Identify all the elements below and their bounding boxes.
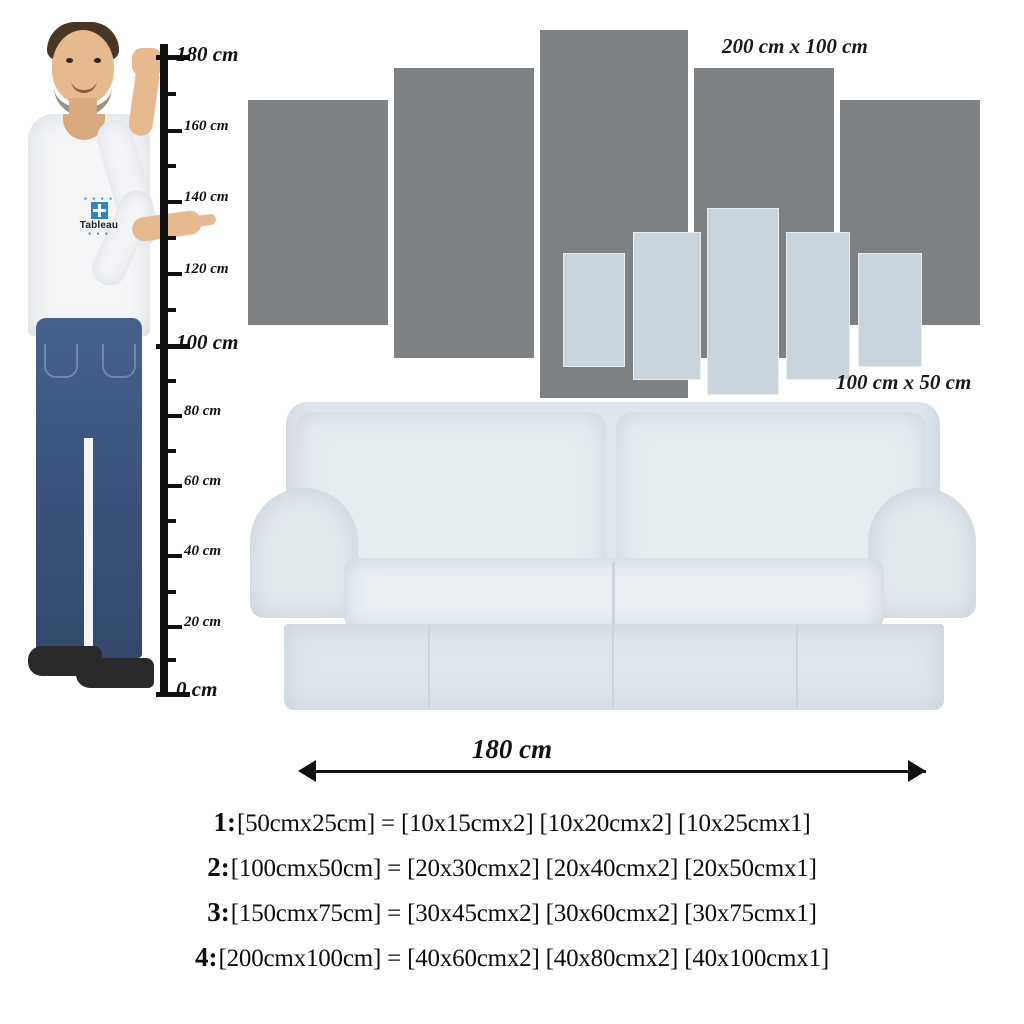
ruler-tick-minor-8 [160, 590, 176, 594]
sofa-arm-right [868, 488, 976, 618]
small-set-dimension-label: 100 cm x 50 cm [836, 370, 972, 394]
logo-dots-bottom: ● ● ● [88, 231, 110, 237]
ruler-tick-minor-5 [160, 379, 176, 383]
measuring-ruler [160, 44, 168, 696]
size-row-3-index: 3: [207, 897, 230, 927]
size-row-1 [0, 800, 1024, 845]
size-row-3-text: [150cmx75cm] = [30x45cmx2] [30x60cmx2] [30x75cmx1] [230, 900, 817, 927]
jeans [36, 318, 142, 658]
ruler-tick-40 [160, 554, 182, 558]
sofa-seat-divider [612, 562, 615, 626]
ruler-label-100: 100 cm [176, 330, 239, 354]
size-breakdown-list [0, 800, 1024, 980]
ruler-label-120: 120 cm [184, 261, 229, 277]
sofa-skirt-fold-3 [796, 626, 798, 708]
ruler-tick-minor-7 [160, 519, 176, 523]
panel-1 [248, 100, 388, 325]
brand-name: Tableau [79, 220, 119, 231]
ruler-label-40: 40 cm [184, 543, 222, 559]
ruler-label-80: 80 cm [184, 403, 222, 419]
tableau-logo [68, 196, 130, 237]
small-panel-4 [786, 232, 850, 380]
hand-raised [132, 48, 162, 76]
ruler-tick-minor-2 [160, 164, 176, 168]
ruler-label-160: 160 cm [184, 118, 229, 134]
ruler-label-0: 0 cm [176, 677, 218, 701]
small-panel-2 [633, 232, 701, 380]
size-row-2-index: 2: [207, 852, 230, 882]
tableau-mark-icon [91, 202, 108, 219]
ruler-tick-minor-3 [160, 236, 176, 240]
ruler-tick-120 [160, 272, 182, 276]
pocket-left [44, 344, 78, 378]
size-row-4-text: [200cmx100cm] = [40x60cmx2] [40x80cmx2] [40x100cmx1] [218, 945, 829, 972]
ruler-label-20: 20 cm [184, 614, 222, 630]
ruler-tick-minor-1 [160, 92, 176, 96]
person-illustration [14, 18, 174, 708]
size-row-2 [0, 845, 1024, 890]
large-set-dimension-label: 200 cm x 100 cm [722, 34, 868, 58]
ruler-tick-80 [160, 414, 182, 418]
ruler-tick-160 [160, 129, 182, 133]
ruler-tick-minor-4 [160, 308, 176, 312]
small-panel-1 [563, 253, 625, 367]
eye-right [94, 58, 101, 63]
ruler-label-140: 140 cm [184, 189, 229, 205]
size-row-1-index: 1: [213, 807, 236, 837]
arrow-head-right-icon [908, 760, 926, 782]
sofa-width-label: 180 cm [471, 734, 553, 764]
shoe-right [76, 658, 154, 688]
sofa-skirt-fold-1 [428, 626, 430, 708]
panel-2 [394, 68, 534, 358]
ruler-tick-minor-6 [160, 449, 176, 453]
sofa-skirt [284, 624, 944, 710]
logo-dots-top: ● ● ● ● [83, 196, 115, 202]
size-row-2-text: [100cmx50cm] = [20x30cmx2] [20x40cmx2] [20x50cmx1] [230, 855, 817, 882]
size-row-3 [0, 890, 1024, 935]
ruler-tick-20 [160, 625, 182, 629]
sofa-illustration [248, 396, 978, 726]
ruler-tick-60 [160, 484, 182, 488]
size-row-1-text: [50cmx25cm] = [10x15cmx2] [10x20cmx2] [10x25cmx1] [236, 810, 811, 837]
pocket-right [102, 344, 136, 378]
ruler-tick-140 [160, 200, 182, 204]
small-panel-3 [707, 208, 779, 395]
sofa-arm-left [250, 488, 358, 618]
size-row-4-index: 4: [194, 942, 218, 972]
ruler-label-60: 60 cm [184, 473, 222, 489]
small-panel-5 [858, 253, 922, 367]
size-row-4 [0, 935, 1024, 980]
ruler-label-180: 180 cm [176, 42, 239, 66]
eye-left [66, 58, 73, 63]
sofa-skirt-fold-2 [612, 626, 614, 708]
ruler-tick-minor-9 [160, 658, 176, 662]
sofa-width-arrow-line [312, 770, 926, 773]
pointing-finger [189, 213, 216, 228]
